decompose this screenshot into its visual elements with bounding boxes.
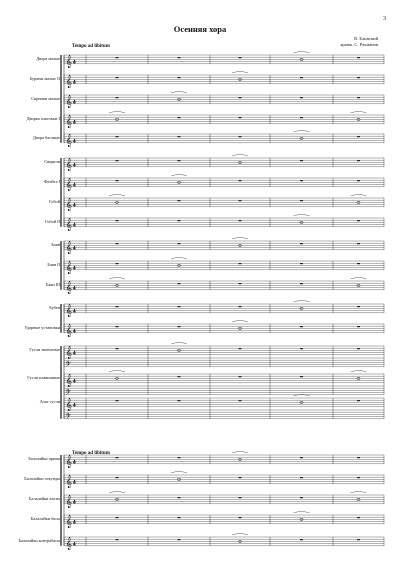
rest xyxy=(357,326,360,327)
slur xyxy=(232,238,248,240)
slur xyxy=(232,452,248,454)
rest xyxy=(178,326,181,327)
slur xyxy=(109,112,125,114)
rest xyxy=(357,400,360,401)
rest xyxy=(239,400,242,401)
rest xyxy=(116,348,119,349)
rest xyxy=(300,326,303,327)
rest xyxy=(178,400,181,401)
instrument-label: Баян III xyxy=(45,282,60,287)
instrument-label: Баян xyxy=(51,242,60,247)
rest xyxy=(239,263,242,264)
rest xyxy=(178,220,181,221)
tempo-marking-bottom: Tempo ad libitum xyxy=(72,451,110,456)
rest xyxy=(178,160,181,161)
rest xyxy=(178,283,181,284)
rest xyxy=(300,539,303,540)
rest xyxy=(116,306,119,307)
arranger: аранж. С. Рахманов xyxy=(340,42,378,47)
clef-icon: 𝄞 xyxy=(65,281,73,294)
rest xyxy=(300,180,303,181)
clef-icon: 𝄞 xyxy=(65,374,73,387)
page-number: 3 xyxy=(383,16,386,22)
rest xyxy=(357,220,360,221)
rest xyxy=(239,200,242,201)
time-signature: 4 xyxy=(73,79,76,85)
rest xyxy=(116,136,119,137)
instrument-label: Гусли клавишные xyxy=(27,375,60,380)
rest xyxy=(116,160,119,161)
rest xyxy=(116,517,119,518)
rest xyxy=(239,376,242,377)
slur xyxy=(171,258,187,260)
rest xyxy=(357,57,360,58)
clef-icon: 𝄞 xyxy=(65,178,73,191)
instrument-label: Баян II xyxy=(47,262,60,267)
bass-clef-icon: 𝄢 xyxy=(65,412,71,422)
rest xyxy=(116,243,119,244)
composer: В. Блинский xyxy=(354,36,378,41)
rest xyxy=(357,306,360,307)
slur xyxy=(351,195,367,197)
rest xyxy=(300,263,303,264)
rest xyxy=(239,136,242,137)
rest xyxy=(357,539,360,540)
instrument-label: Балалайки контрабасы xyxy=(18,538,60,543)
rest xyxy=(178,136,181,137)
rest xyxy=(239,348,242,349)
rest xyxy=(300,348,303,349)
clef-icon: 𝄞 xyxy=(65,218,73,231)
time-signature: 4 xyxy=(73,138,76,144)
rest xyxy=(357,97,360,98)
slur xyxy=(351,371,367,373)
rest xyxy=(116,97,119,98)
instrument-label: Скрипки малые xyxy=(31,96,60,101)
rest xyxy=(357,243,360,244)
time-signature: 4 xyxy=(73,479,76,485)
rest xyxy=(116,77,119,78)
rest xyxy=(239,477,242,478)
instrument-label: Балалайки секунды xyxy=(24,476,60,481)
slur xyxy=(294,131,310,133)
instrument-label: Свирели xyxy=(44,159,60,164)
rest xyxy=(178,457,181,458)
rest xyxy=(300,376,303,377)
clef-icon: 𝄞 xyxy=(65,398,73,411)
clef-icon: 𝄞 xyxy=(65,324,73,337)
rest xyxy=(357,348,360,349)
time-signature: 4 xyxy=(73,350,76,356)
instrument-label: Альт гусли xyxy=(39,399,60,404)
rest xyxy=(178,497,181,498)
slur xyxy=(171,472,187,474)
time-signature: 4 xyxy=(73,222,76,228)
clef-icon: 𝄞 xyxy=(65,134,73,147)
slur xyxy=(232,72,248,74)
bass-clef-icon: 𝄢 xyxy=(65,360,71,370)
clef-icon: 𝄞 xyxy=(65,55,73,68)
slur xyxy=(171,92,187,94)
rest xyxy=(300,283,303,284)
rest xyxy=(178,117,181,118)
instrument-label: Дворка альтовые I xyxy=(26,116,60,121)
rest xyxy=(357,477,360,478)
time-signature: 4 xyxy=(73,285,76,291)
rest xyxy=(300,457,303,458)
instrument-label: Бубен xyxy=(49,305,60,310)
clef-icon: 𝄞 xyxy=(65,304,73,317)
slur xyxy=(351,112,367,114)
rest xyxy=(239,517,242,518)
rest xyxy=(178,57,181,58)
time-signature: 4 xyxy=(73,202,76,208)
rest xyxy=(300,477,303,478)
slur xyxy=(294,301,310,303)
time-signature: 4 xyxy=(73,119,76,125)
rest xyxy=(300,497,303,498)
rest xyxy=(178,517,181,518)
slur xyxy=(294,512,310,514)
clef-icon: 𝄞 xyxy=(65,115,73,128)
instrument-label: Гусли звончатые xyxy=(29,347,60,352)
clef-icon: 𝄞 xyxy=(65,515,73,528)
rest xyxy=(116,220,119,221)
instrument-label: Бураны малые II xyxy=(29,76,60,81)
instrument-label: Балалайки басы xyxy=(30,516,60,521)
slur xyxy=(294,52,310,54)
slur xyxy=(351,278,367,280)
rest xyxy=(178,376,181,377)
rest xyxy=(300,77,303,78)
tempo-marking-top: Tempo ad libitum xyxy=(72,44,110,49)
rest xyxy=(178,200,181,201)
rest xyxy=(239,180,242,181)
time-signature: 4 xyxy=(73,402,76,408)
slur xyxy=(232,321,248,323)
time-signature: 4 xyxy=(73,459,76,465)
instrument-label: Двора малые xyxy=(36,56,60,61)
rest xyxy=(357,263,360,264)
rest xyxy=(116,263,119,264)
rest xyxy=(239,57,242,58)
rest xyxy=(300,97,303,98)
rest xyxy=(239,220,242,221)
slur xyxy=(171,343,187,345)
time-signature: 4 xyxy=(73,265,76,271)
clef-icon: 𝄞 xyxy=(65,241,73,254)
instrument-label: Флейта I xyxy=(44,179,60,184)
instrument-label: Балалайки прима xyxy=(28,456,60,461)
rest xyxy=(116,457,119,458)
clef-icon: 𝄞 xyxy=(65,198,73,211)
instrument-label: Гобой xyxy=(49,199,60,204)
time-signature: 4 xyxy=(73,519,76,525)
slur xyxy=(109,371,125,373)
slur xyxy=(232,534,248,536)
slur xyxy=(171,175,187,177)
rest xyxy=(239,117,242,118)
rest xyxy=(116,477,119,478)
time-signature: 4 xyxy=(73,99,76,105)
rest xyxy=(357,517,360,518)
instrument-label: Гобой II xyxy=(45,219,60,224)
instrument-label: Ударные установки xyxy=(24,325,60,330)
rest xyxy=(116,400,119,401)
clef-icon: 𝄞 xyxy=(65,475,73,488)
clef-icon: 𝄞 xyxy=(65,495,73,508)
rest xyxy=(300,200,303,201)
time-signature: 4 xyxy=(73,328,76,334)
rest xyxy=(239,283,242,284)
instrument-label: Балалайки альты xyxy=(29,496,60,501)
slur xyxy=(109,195,125,197)
rest xyxy=(300,243,303,244)
rest xyxy=(300,160,303,161)
instrument-label: Двора басовые xyxy=(32,135,60,140)
rest xyxy=(116,57,119,58)
slur xyxy=(232,155,248,157)
rest xyxy=(178,539,181,540)
clef-icon: 𝄞 xyxy=(65,455,73,468)
time-signature: 4 xyxy=(73,245,76,251)
clef-icon: 𝄞 xyxy=(65,261,73,274)
time-signature: 4 xyxy=(73,182,76,188)
rest xyxy=(178,77,181,78)
slur xyxy=(351,492,367,494)
clef-icon: 𝄞 xyxy=(65,346,73,359)
score-title: Осенняя хора xyxy=(173,24,227,34)
bass-clef-icon: 𝄢 xyxy=(65,388,71,398)
time-signature: 4 xyxy=(73,162,76,168)
rest xyxy=(178,306,181,307)
rest xyxy=(357,77,360,78)
clef-icon: 𝄞 xyxy=(65,95,73,108)
time-signature: 4 xyxy=(73,378,76,384)
rest xyxy=(116,539,119,540)
clef-icon: 𝄞 xyxy=(65,158,73,171)
slur xyxy=(109,492,125,494)
rest xyxy=(239,497,242,498)
rest xyxy=(357,457,360,458)
time-signature: 4 xyxy=(73,541,76,547)
rest xyxy=(357,160,360,161)
rest xyxy=(357,136,360,137)
time-signature: 4 xyxy=(73,59,76,65)
rest xyxy=(357,180,360,181)
rest xyxy=(239,306,242,307)
rest xyxy=(116,180,119,181)
slur xyxy=(109,278,125,280)
rest xyxy=(239,97,242,98)
time-signature: 4 xyxy=(73,499,76,505)
clef-icon: 𝄞 xyxy=(65,75,73,88)
rest xyxy=(300,117,303,118)
time-signature: 4 xyxy=(73,308,76,314)
slur xyxy=(294,215,310,217)
clef-icon: 𝄞 xyxy=(65,537,73,550)
rest xyxy=(116,326,119,327)
rest xyxy=(178,243,181,244)
